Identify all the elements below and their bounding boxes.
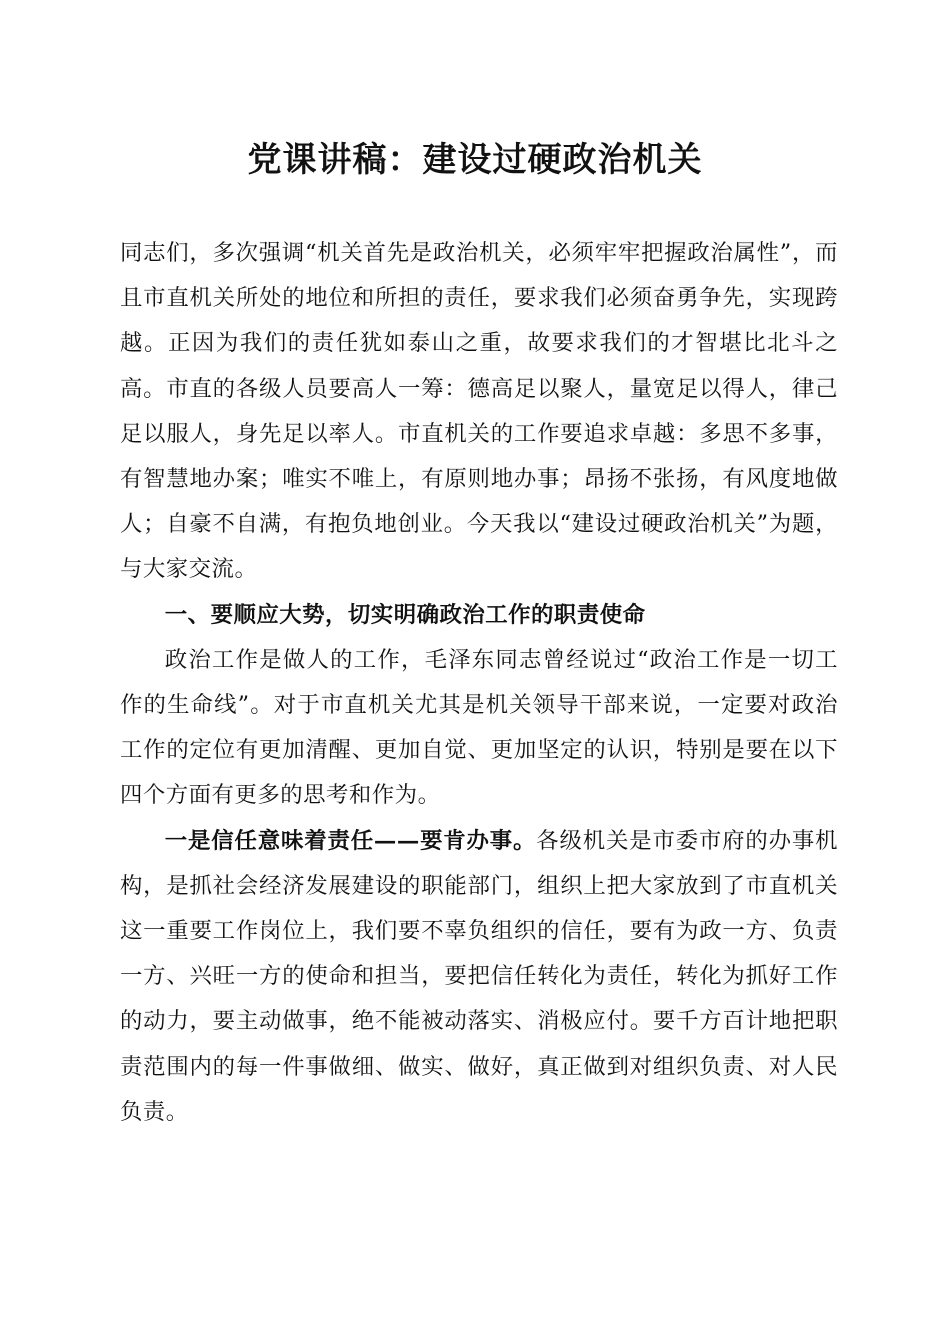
body-paragraph-with-lead — [120, 819, 838, 1135]
document-title: 党课讲稿：建设过硬政治机关 — [247, 140, 703, 180]
opening-paragraph: 同志们，多次强调“机关首先是政治机关，必须牢牢把握政治属性”，而且市直机关所处的地位和所担的责任，要求我们必须奋勇争先，实现跨越。正因为我们的责任犹如泰山之重，故要求我们的才智堪比北斗之高。市直的各级人员要高人一筹：德高足以聚人，量宽足以得人，律己足以服人，身先足以率人。市直机关的工作要追求卓越：多思不多事，有智慧地办案；唯实不唯上，有原则地办事；昂扬不张扬，有风度地做人；自豪不自满，有抱负地创业。今天我以“建设过硬政治机关”为题，与大家交流。 — [120, 240, 838, 583]
document-body — [120, 231, 838, 1135]
paragraph-lead-sentence: 一是信任意味着责任——要肯办事。 — [164, 827, 537, 854]
paragraph-body-text: 各级机关是市委市府的办事机构，是抓社会经济发展建设的职能部门，组织上把大家放到了市直机关这一重要工作岗位上，我们要不辜负组织的信任，要有为政一方、负责一方、兴旺一方的使命和担当，要把信任转化为责任，转化为抓好工作的动力，要主动做事，绝不能被动落实、消极应付。要千方百计地把职责范围内的每一件事做细、做实、做好，真正做到对组织负责、对人民负责。 — [120, 827, 839, 1125]
section-heading: 一、要顺应大势，切实明确政治工作的职责使命 — [164, 601, 646, 628]
body-paragraph: 政治工作是做人的工作，毛泽东同志曾经说过“政治工作是一切工作的生命线”。对于市直机关尤其是机关领导干部来说，一定要对政治工作的定位有更加清醒、更加自觉、更加坚定的认识，特别是要在以下四个方面有更多的思考和作为。 — [120, 646, 838, 809]
